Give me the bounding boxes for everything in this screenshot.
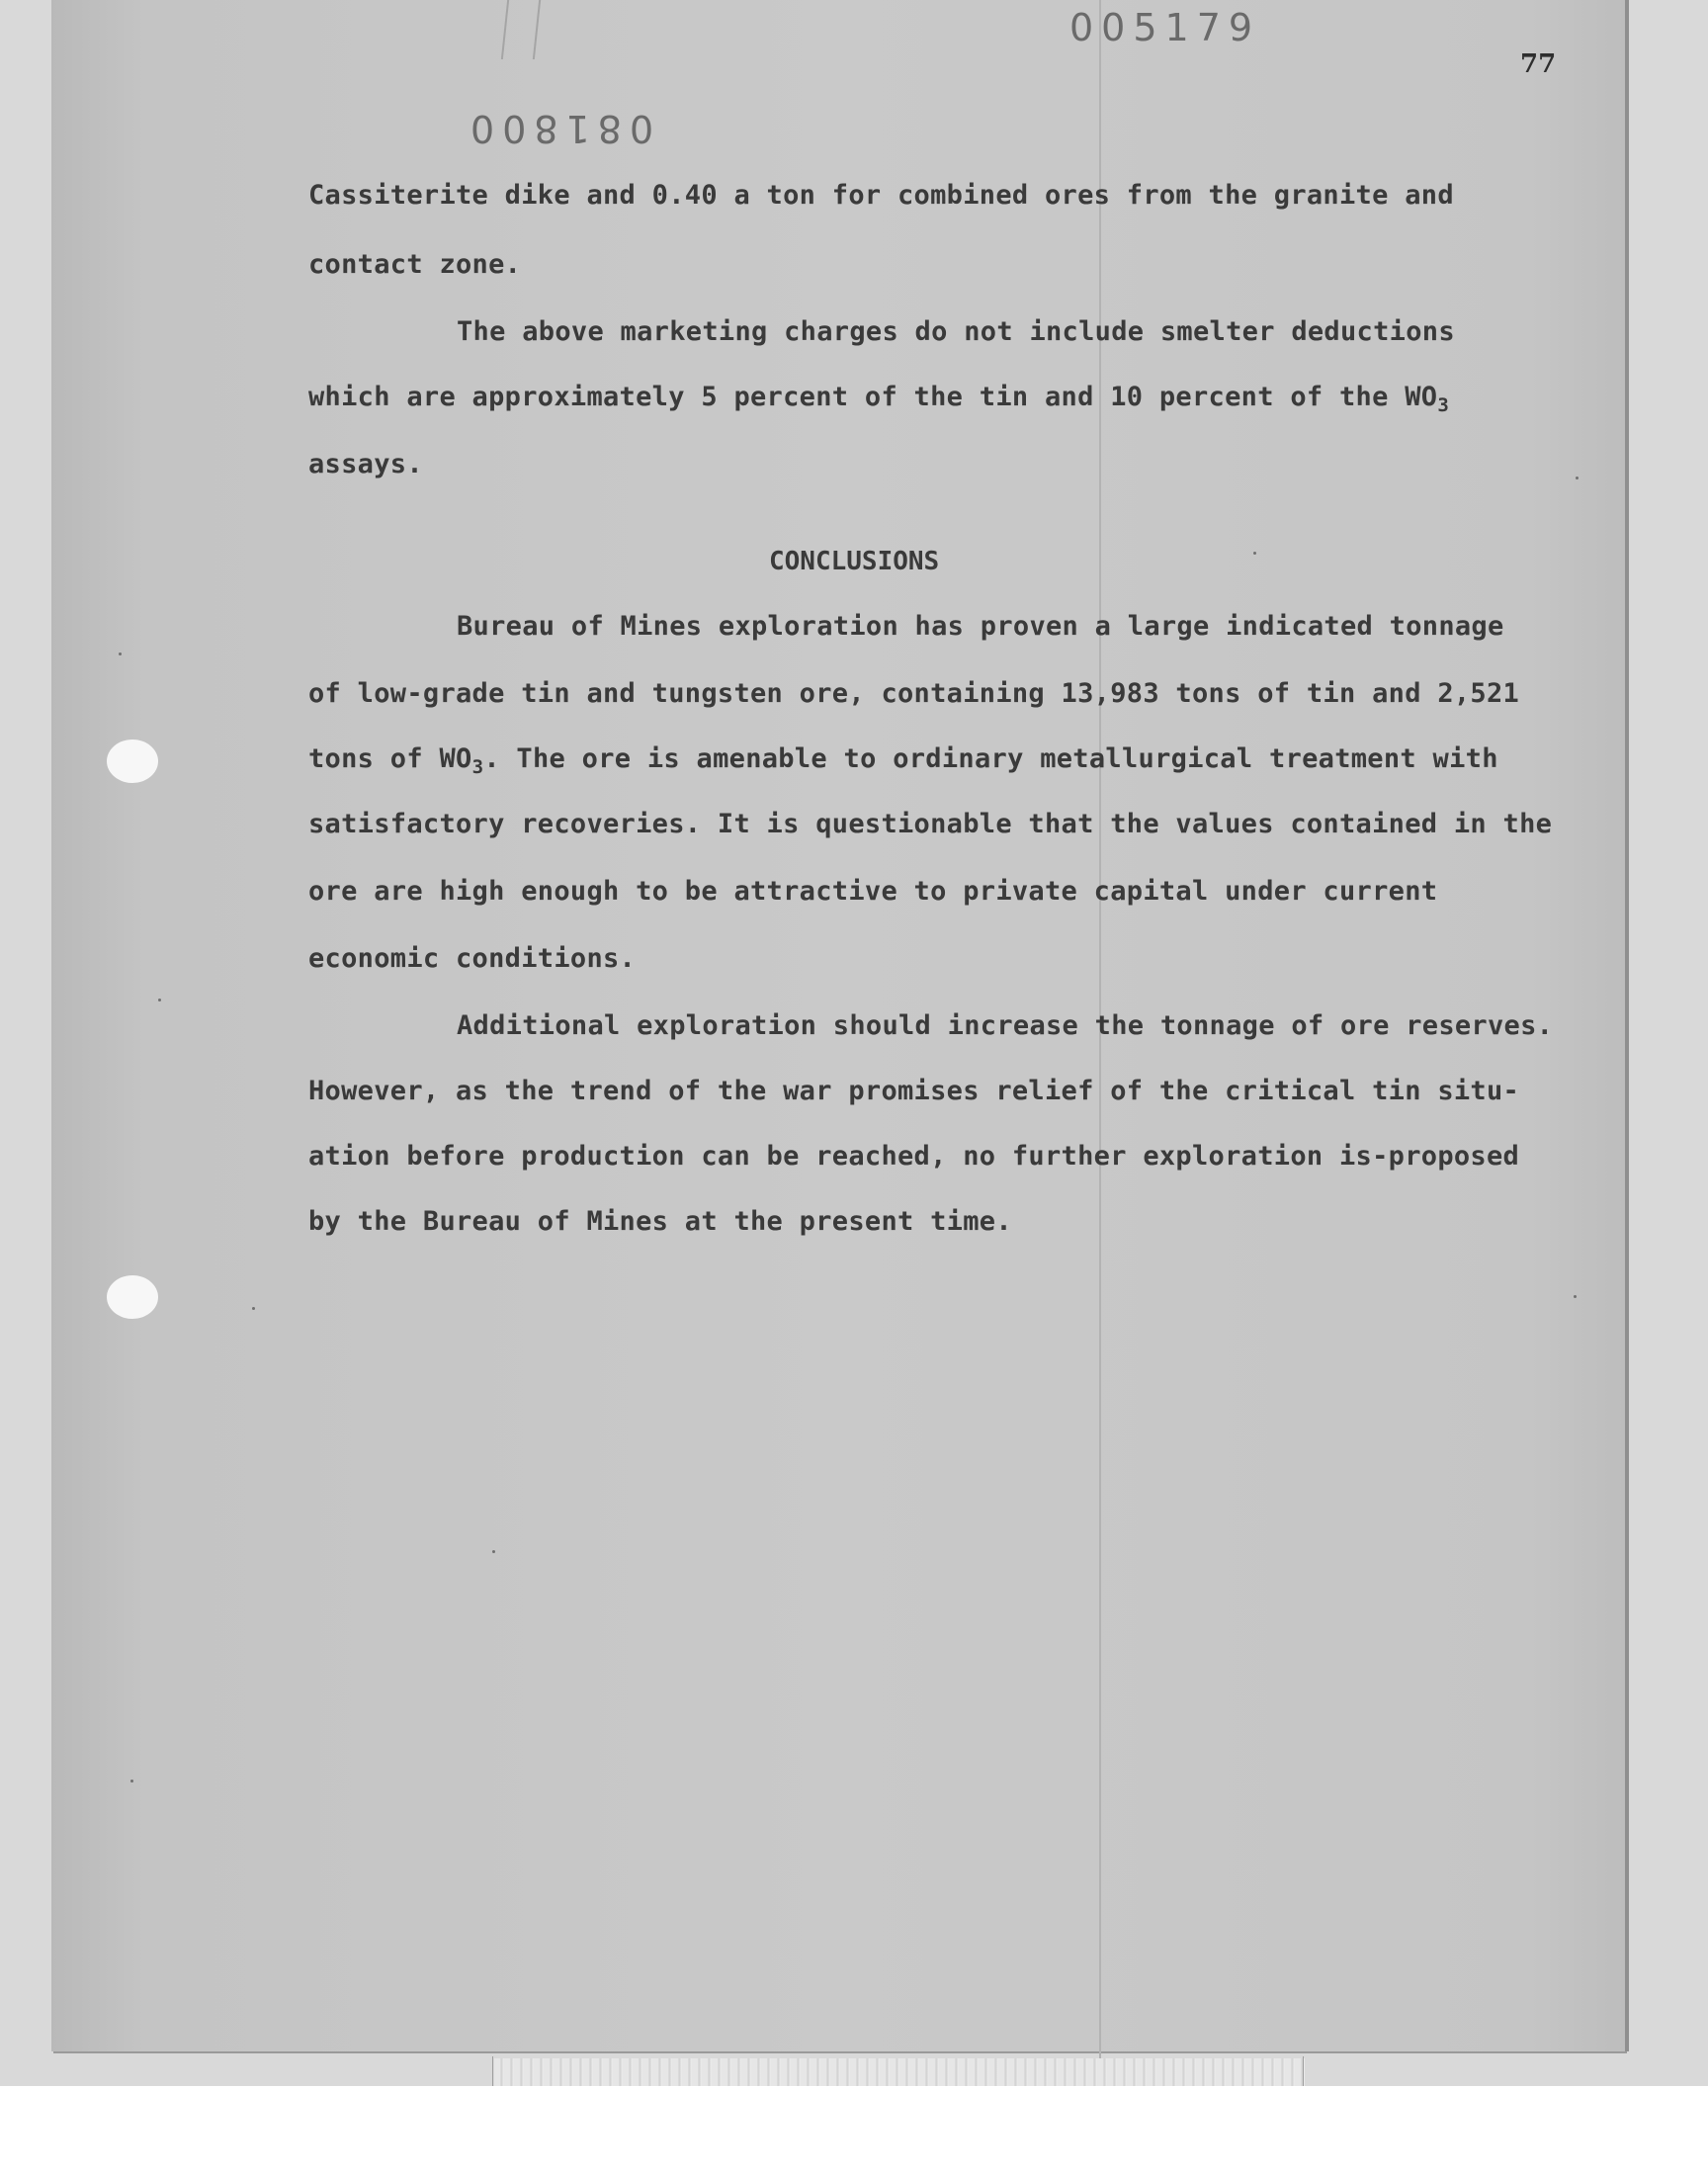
text-line: economic conditions. xyxy=(308,943,637,974)
handwritten-mark xyxy=(501,0,541,59)
text-run: which are approximately 5 percent of the tin and 10 percent of the WO xyxy=(308,382,1438,412)
text-line: assays. xyxy=(308,449,423,479)
paper-edge xyxy=(1625,0,1629,2051)
scanner-streak-band xyxy=(494,2058,1305,2086)
section-heading: CONCLUSIONS xyxy=(769,547,940,576)
text-line: Bureau of Mines exploration has proven a large indicated tonnage xyxy=(457,611,1504,642)
subscript: 3 xyxy=(471,756,484,778)
paragraph-additional xyxy=(308,1010,1583,1267)
speck xyxy=(1574,1295,1577,1298)
scanner-streak xyxy=(492,2056,493,2086)
text-line: ation before production can be reached, no further exploration is-proposed xyxy=(308,1141,1520,1172)
speck xyxy=(158,999,161,1001)
stamp-number-upside-down: 081800 xyxy=(463,107,654,150)
text-line: However, as the trend of the war promises relief of the critical tin situ- xyxy=(308,1076,1520,1106)
text-line: Additional exploration should increase the tonnage of ore reserves. xyxy=(457,1010,1554,1041)
paragraph-intro xyxy=(308,180,1583,299)
text-line: by the Bureau of Mines at the present time. xyxy=(308,1206,1012,1237)
text-line: satisfactory recoveries. It is questionable that the values contained in the xyxy=(308,809,1553,839)
speck xyxy=(252,1307,255,1310)
paragraph-smelter xyxy=(308,316,1583,494)
text-line xyxy=(308,382,1450,416)
text-line: ore are high enough to be attractive to private capital under current xyxy=(308,876,1438,907)
paragraph-conclusions xyxy=(308,611,1583,1006)
subscript: 3 xyxy=(1437,394,1450,416)
page-number: 77 xyxy=(1520,49,1557,79)
text-line: contact zone. xyxy=(308,249,522,280)
speck xyxy=(119,652,122,655)
speck xyxy=(492,1550,495,1553)
text-line: of low-grade tin and tungsten ore, containing 13,983 tons of tin and 2,521 xyxy=(308,678,1520,709)
scanner-streak xyxy=(1303,2056,1304,2086)
text-run: tons of WO xyxy=(308,743,472,774)
speck xyxy=(1253,552,1256,555)
punch-hole xyxy=(107,740,158,783)
text-run: . The ore is amenable to ordinary metallurgical treatment with xyxy=(483,743,1498,774)
speck xyxy=(130,1780,133,1783)
stamp-number-top: 005179 xyxy=(1069,6,1261,49)
text-line xyxy=(308,743,1498,778)
punch-hole xyxy=(107,1275,158,1319)
text-line: Cassiterite dike and 0.40 a ton for combined ores from the granite and xyxy=(308,180,1454,211)
text-line: The above marketing charges do not include smelter deductions xyxy=(457,316,1455,347)
